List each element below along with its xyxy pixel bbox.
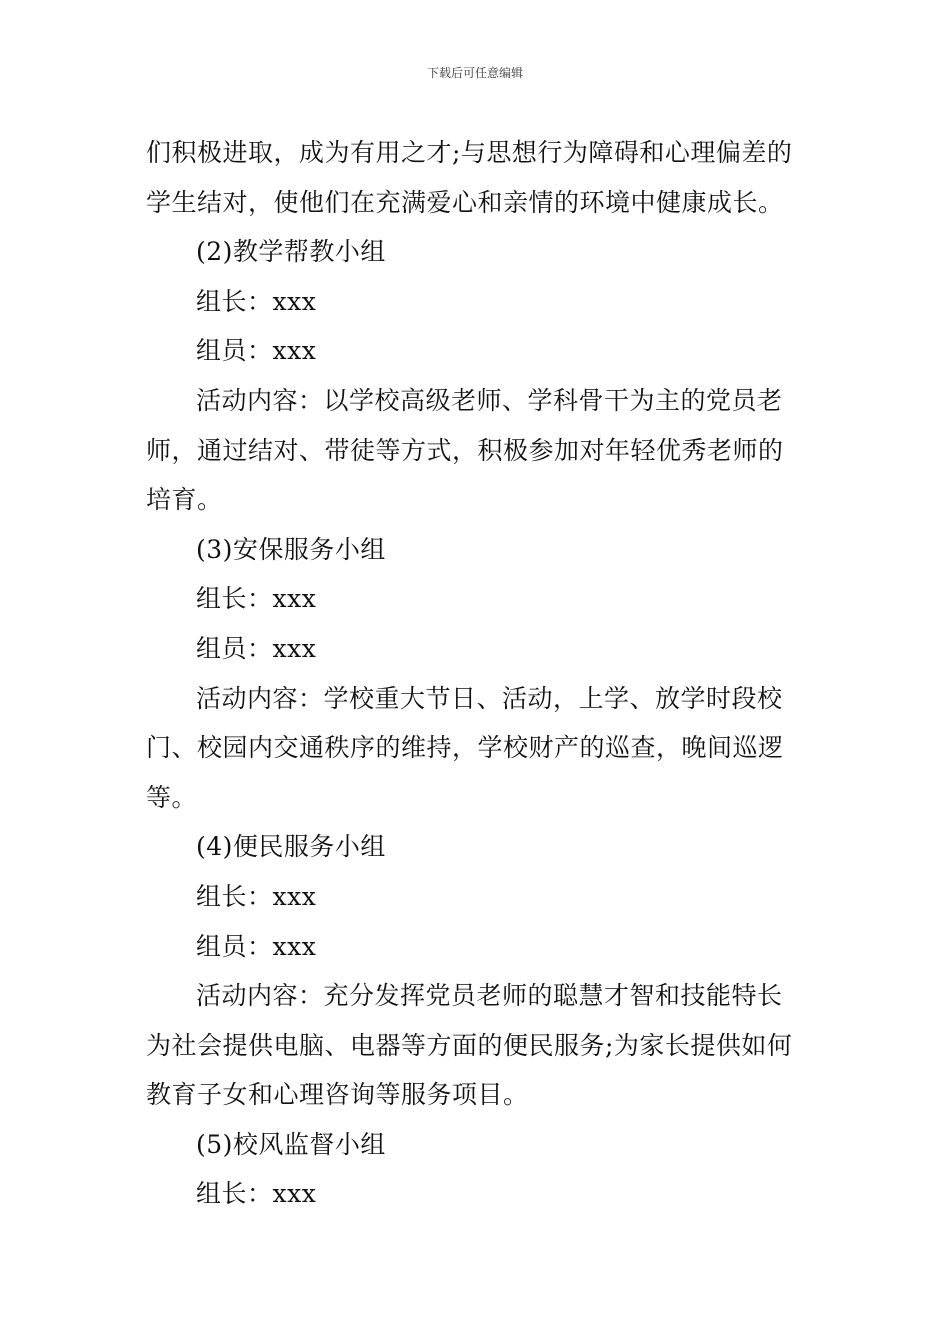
text-line: 们积极进取，成为有用之才;与思想行为障碍和心理偏差的: [146, 138, 793, 167]
member-line: 组员：xxx: [196, 633, 317, 663]
text-line: 门、校园内交通秩序的维持，学校财产的巡查，晚间巡逻: [146, 733, 784, 763]
section-heading: (2)教学帮教小组: [196, 237, 386, 267]
text-line: 活动内容：以学校高级老师、学科骨干为主的党员老: [196, 385, 783, 415]
section-heading: (3)安保服务小组: [196, 534, 386, 564]
text-line: 活动内容：充分发挥党员老师的聪慧才智和技能特长: [196, 981, 783, 1011]
text-line: 教育子女和心理咨询等服务项目。: [146, 1080, 529, 1110]
member-line: 组员：xxx: [196, 336, 317, 366]
text-line: 等。: [146, 782, 198, 812]
text-line: 为社会提供电脑、电器等方面的便民服务;为家长提供如何: [146, 1030, 793, 1060]
leader-line: 组长：xxx: [196, 584, 317, 614]
leader-line: 组长：xxx: [196, 1179, 317, 1209]
section-heading: (5)校风监督小组: [196, 1129, 386, 1159]
leader-line: 组长：xxx: [196, 881, 317, 911]
text-line: 师，通过结对、带徒等方式，积极参加对年轻优秀老师的: [146, 435, 784, 465]
text-line: 学生结对，使他们在充满爱心和亲情的环境中健康成长。: [146, 187, 784, 217]
document-body: [146, 128, 808, 1219]
member-line: 组员：xxx: [196, 931, 317, 961]
section-heading: (4)便民服务小组: [196, 832, 386, 862]
page-header: 下载后可任意编辑: [426, 66, 523, 80]
text-line: 活动内容：学校重大节日、活动，上学、放学时段校: [196, 683, 783, 713]
leader-line: 组长：xxx: [196, 286, 317, 316]
text-line: 培育。: [146, 485, 223, 515]
